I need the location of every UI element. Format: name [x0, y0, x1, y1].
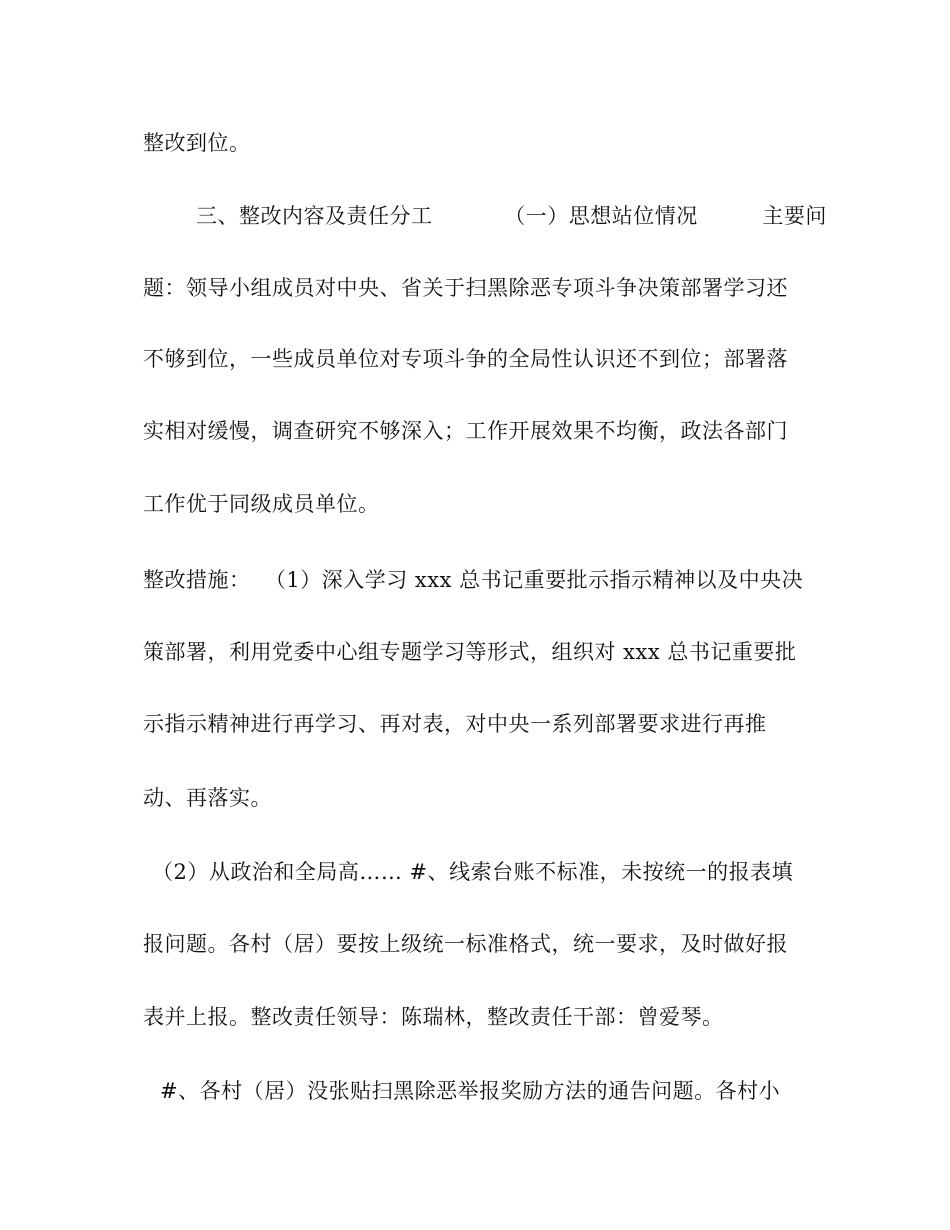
- paragraph-line: 实相对缓慢，调查研究不够深入；工作开展效果不均衡，政法各部门: [143, 419, 788, 443]
- paragraph-line: #、各村（居）没张贴扫黑除恶举报奖励方法的通告问题。各村小: [160, 1079, 781, 1103]
- paragraph-line: 不够到位，一些成员单位对专项斗争的全局性认识还不到位；部署落: [143, 347, 788, 371]
- paragraph-line: 工作优于同级成员单位。: [143, 492, 380, 516]
- paragraph-line: 报问题。各村（居）要按上级统一标准格式，统一要求，及时做好报: [143, 932, 788, 956]
- paragraph-line: 整改到位。: [143, 131, 251, 155]
- paragraph-line: 策部署，利用党委中心组专题学习等形式，组织对 xxx 总书记重要批: [143, 640, 797, 664]
- section-heading-line: 三、整改内容及责任分工 （一）思想站位情况 主要问: [196, 204, 827, 228]
- paragraph-line: 整改措施： （1）深入学习 xxx 总书记重要批示指示精神以及中央决: [143, 568, 804, 592]
- paragraph-line: 题：领导小组成员对中央、省关于扫黑除恶专项斗争决策部署学习还: [143, 276, 788, 300]
- paragraph-line: 示指示精神进行再学习、再对表，对中央一系列部署要求进行再推: [143, 712, 767, 736]
- paragraph-line: 表并上报。整改责任领导：陈瑞林，整改责任干部：曾爱琴。: [143, 1005, 724, 1029]
- paragraph-line: （2）从政治和全局高…… #、线索台账不标准，未按统一的报表填: [152, 860, 794, 884]
- paragraph-line: 动、再落实。: [143, 786, 272, 810]
